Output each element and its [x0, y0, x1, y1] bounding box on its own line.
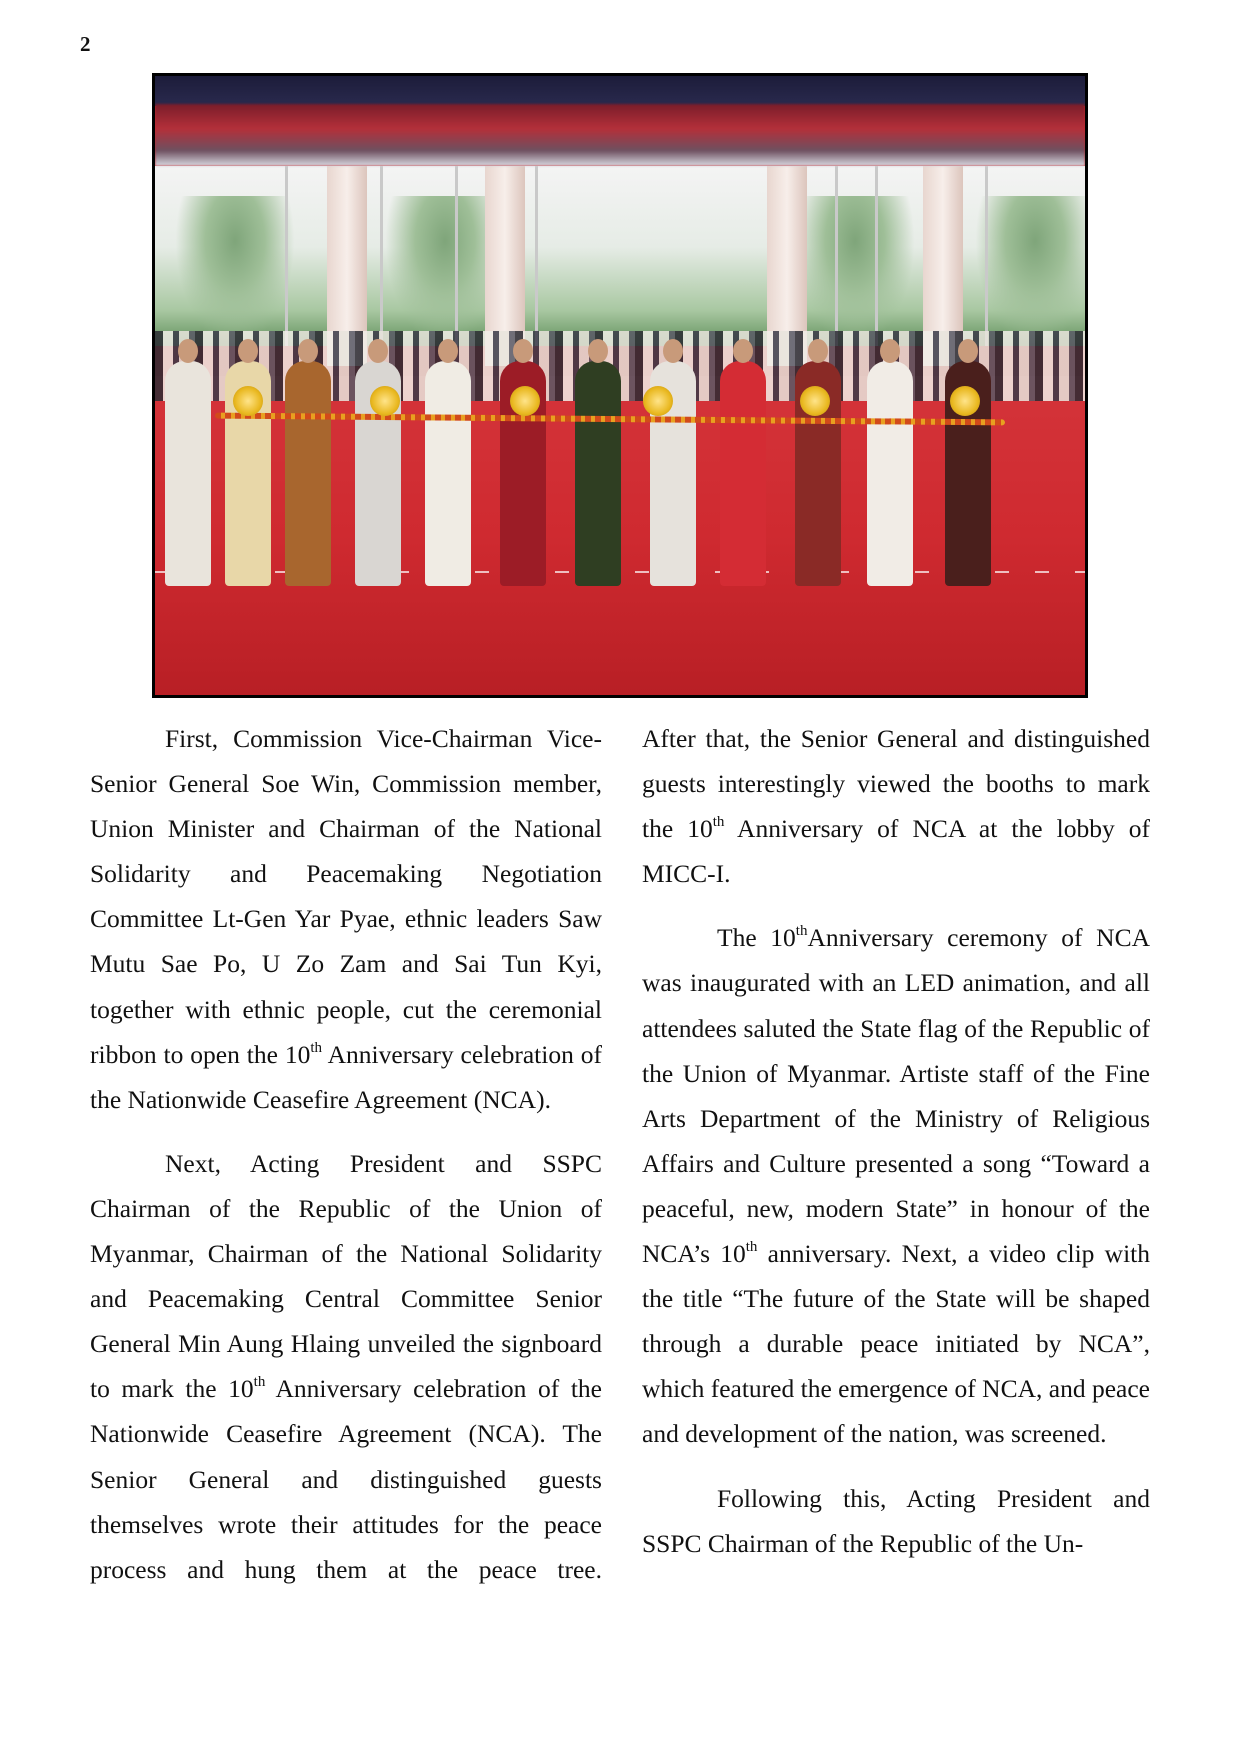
photo-fascia [155, 104, 1085, 166]
left-column [90, 716, 602, 1611]
photo-window-mullion [535, 166, 538, 346]
photo-person [425, 361, 471, 586]
photo-window-mullion [455, 166, 458, 346]
photo-window-mullion [285, 166, 288, 346]
right-column [642, 716, 1150, 1585]
photo-palm-tree [795, 196, 915, 346]
paragraph-ceremony: The 10thAnniversary ceremony of NCA was inaugurated with an LED animation, and all attendees saluted the State flag of the Republic of the Union of Myanmar. Artiste staff of the Fine Arts Department of the Ministry of Religious Affairs and Culture presented a song “Toward a peaceful, new, modern State” in honour of the NCA’s 10th anniversary. Next, a video clip with the title “The future of the State will be shaped through a durable peace initiated by NCA”, which featured the emergence of NCA, and peace and development of the nation, was screened. [642, 923, 1150, 1449]
paragraph-following: Following this, Acting President and SSPC Chairman of the Republic of the Un- [642, 1483, 1150, 1558]
photo-ceiling [155, 76, 1085, 106]
photo-person [720, 361, 766, 586]
photo-golden-bow [800, 386, 830, 416]
ceremony-photo [152, 73, 1088, 698]
paragraph-booths: After that, the Senior General and distinguished guests interestingly viewed the booths to mark the 10th Anniversary of NCA at the lobby of MICC-I. [642, 724, 1150, 889]
photo-window-mullion [985, 166, 988, 346]
paragraph-signboard: Next, Acting President and SSPC Chairman of the Republic of the Union of Myanmar, Chairman of the National Solidarity and Peacemaking Central Committee Senior General Min Aung Hlaing unveiled the signboard to mark the 10th Anniversary celebration of the Nationwide Ceasefire Agreement (NCA). The Senior General and distinguished guests themselves wrote their attitudes for the peace process and hung them at the peace tree. [90, 1148, 602, 1584]
photo-window-mullion [835, 166, 838, 346]
photo-palm-tree [175, 196, 295, 346]
photo-golden-bow [370, 386, 400, 416]
photo-golden-bow [950, 386, 980, 416]
photo-person [867, 361, 913, 586]
photo-golden-bow [510, 386, 540, 416]
photo-window-mullion [380, 166, 383, 346]
page-number: 2 [80, 32, 91, 56]
photo-person [575, 361, 621, 586]
photo-person [165, 361, 211, 586]
photo-window-mullion [875, 166, 878, 346]
photo-golden-bow [643, 386, 673, 416]
photo-person [285, 361, 331, 586]
paragraph-ribbon-cutting: First, Commission Vice-Chairman Vice-Senior General Soe Win, Commission member, Union Minister and Chairman of the National Solidarity and Peacemaking Negotiation Committee Lt-Gen Yar Pyae, ethnic leaders Saw Mutu Sae Po, U Zo Zam and Sai Tun Kyi, together with ethnic people, cut the ceremonial ribbon to open the 10th Anniversary celebration of the Nationwide Ceasefire Agreement (NCA). [90, 724, 602, 1114]
photo-palm-tree [975, 196, 1088, 346]
photo-golden-bow [233, 386, 263, 416]
